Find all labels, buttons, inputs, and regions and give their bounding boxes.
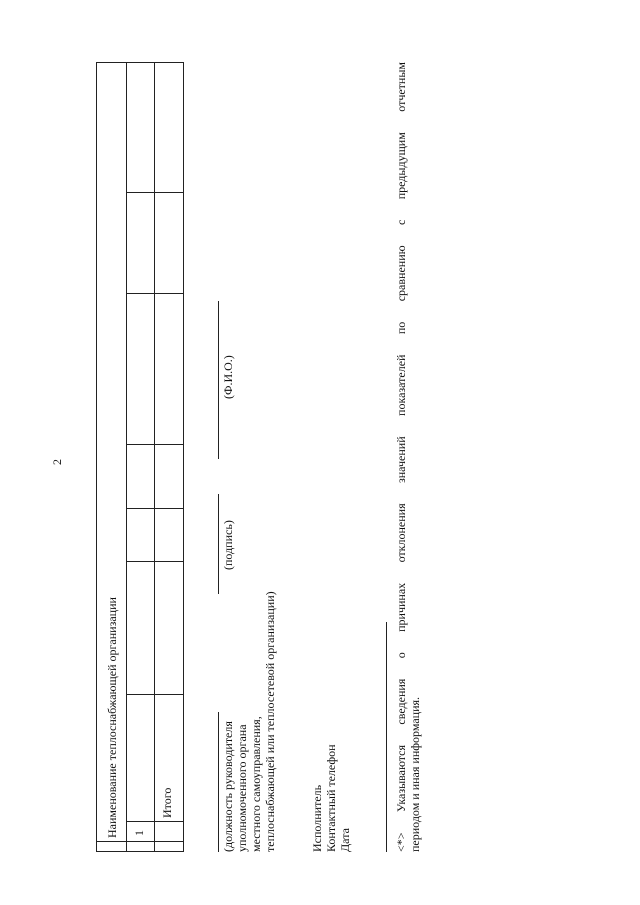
contact-info bbox=[310, 744, 352, 852]
phone-label: Контактный телефон bbox=[324, 744, 338, 852]
signature-caption: (подпись) bbox=[221, 520, 235, 570]
position-line-rule bbox=[218, 712, 219, 852]
table-header: Наименование теплоснабжающей организации bbox=[105, 597, 119, 838]
position-line: теплоснабжающей или теплосетевой организации) bbox=[263, 591, 277, 852]
name-line bbox=[218, 301, 219, 459]
page-number: 2 bbox=[50, 459, 64, 465]
executor-label: Исполнитель bbox=[310, 784, 324, 852]
position-caption bbox=[221, 591, 277, 852]
date-label: Дата bbox=[338, 828, 352, 852]
row-total-label: Итого bbox=[160, 787, 174, 818]
position-line: уполномоченного органа bbox=[235, 724, 249, 852]
report-table bbox=[96, 62, 184, 852]
footnote-line: периодом и иная информация. bbox=[408, 696, 422, 852]
position-line: (должность руководителя bbox=[221, 721, 235, 852]
name-caption: (Ф.И.О.) bbox=[221, 355, 235, 399]
footnote-line: <*> Указываются сведения о причинах отклонения значений показателей по сравнению с предыдущим отчетным bbox=[394, 62, 408, 852]
footnote-rule bbox=[386, 622, 387, 852]
footnote-text bbox=[394, 62, 422, 852]
position-line: местного самоуправления, bbox=[249, 716, 263, 852]
row-number: 1 bbox=[132, 830, 146, 836]
signature-line bbox=[218, 494, 219, 594]
rotated-page-content bbox=[96, 62, 596, 852]
